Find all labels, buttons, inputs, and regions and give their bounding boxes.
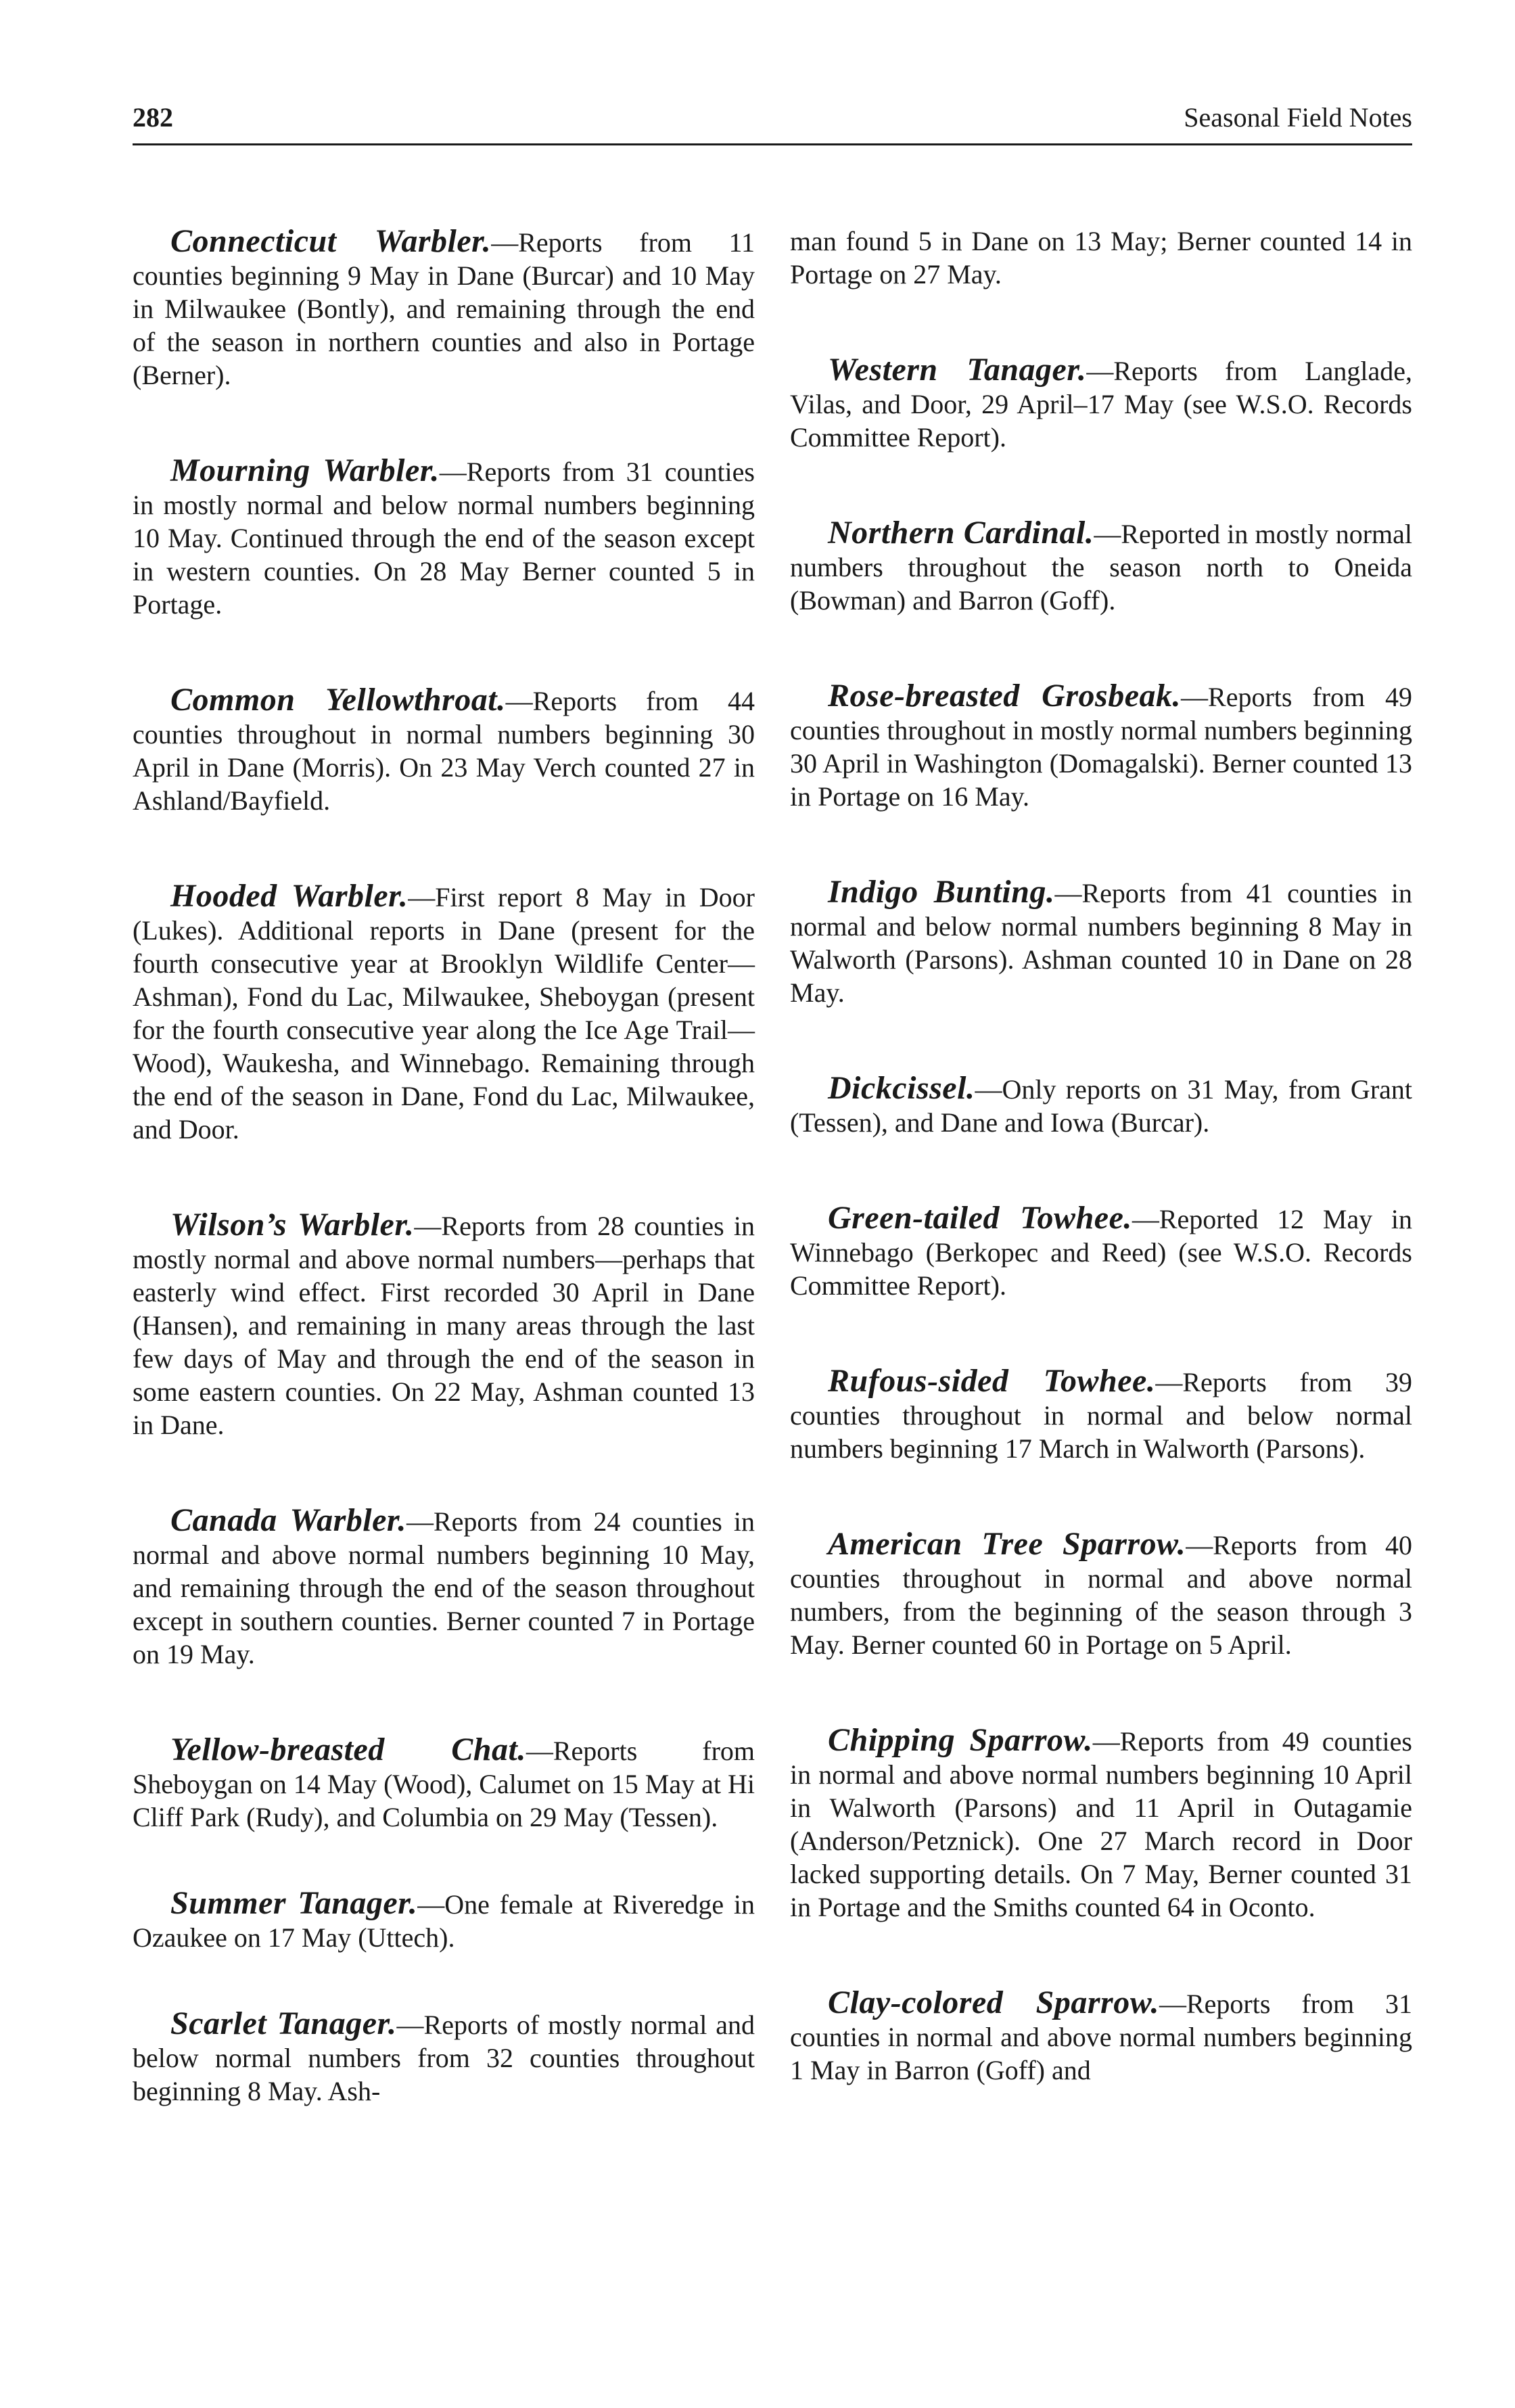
left-column bbox=[133, 225, 755, 2170]
right-column bbox=[790, 225, 1412, 2149]
species-entry bbox=[790, 1986, 1412, 2087]
page-header bbox=[133, 100, 1412, 145]
species-entry bbox=[790, 1201, 1412, 1302]
species-entry bbox=[790, 1527, 1412, 1661]
species-notes: —Reports from 44 counties throughout in normal numbers beginning 30 April in Dane (Morris). On 23 May Verch counted 27 in Ashland/Bayfield. bbox=[133, 686, 755, 816]
species-notes: —Reported in mostly normal numbers throughout the season north to Oneida (Bowman) and Barron (Goff). bbox=[790, 519, 1412, 616]
species-notes: —Reports from 31 counties in mostly normal and below normal numbers beginning 10 May. Continued through the end of the season except in western counties. On 28 May Berner counted 5 in Portage. bbox=[133, 457, 755, 620]
species-entry bbox=[133, 2007, 755, 2108]
species-notes: —Reports from 28 counties in mostly normal and above normal numbers—perhaps that easterly wind effect. First recorded 30 April in Dane (Hansen), and remaining in many areas through the last few days of May and through the end of the season in some eastern counties. On 22 May, Ashman counted 13 in Dane. bbox=[133, 1211, 755, 1440]
species-notes: —Only reports on 31 May, from Grant (Tessen), and Dane and Iowa (Burcar). bbox=[790, 1074, 1412, 1138]
species-entry bbox=[790, 875, 1412, 1009]
species-name: Dickcissel. bbox=[828, 1070, 975, 1106]
species-notes: —Reports from 49 counties throughout in mostly normal numbers beginning 30 April in Washington (Domagalski). Berner counted 13 in Portage on 16 May. bbox=[790, 682, 1412, 812]
species-notes: —Reports from 24 counties in normal and above normal numbers beginning 10 May, and remaining through the end of the season throughout except in southern counties. Berner counted 7 in Portage on 19 May. bbox=[133, 1506, 755, 1669]
species-name: Mourning Warbler. bbox=[170, 453, 440, 488]
species-name: Summer Tanager. bbox=[170, 1885, 418, 1921]
species-notes: —Reported 12 May in Winnebago (Berkopec and Reed) (see W.S.O. Records Committee Report). bbox=[790, 1204, 1412, 1301]
species-entry bbox=[133, 683, 755, 817]
species-entry bbox=[790, 1364, 1412, 1465]
species-name: Yellow-breasted Chat. bbox=[170, 1732, 526, 1767]
species-entry bbox=[790, 1723, 1412, 1924]
species-entry bbox=[790, 1071, 1412, 1139]
species-name: Scarlet Tanager. bbox=[170, 2006, 397, 2041]
species-notes: —Reports from 11 counties beginning 9 May in Dane (Burcar) and 10 May in Milwaukee (Bontly), and remaining through the end of the season in northern counties and also in Portage (Berner). bbox=[133, 227, 755, 390]
species-notes: —Reports from Langlade, Vilas, and Door, 29 April–17 May (see W.S.O. Records Committee Report). bbox=[790, 356, 1412, 453]
species-notes: —Reports from 41 counties in normal and below normal numbers beginning 8 May in Walworth (Parsons). Ashman counted 10 in Dane on 28 May. bbox=[790, 878, 1412, 1008]
species-entry bbox=[133, 1733, 755, 1834]
species-name: Clay-colored Sparrow. bbox=[828, 1985, 1159, 2020]
species-name: Green-tailed Towhee. bbox=[828, 1200, 1132, 1236]
species-notes: —Reports from 31 counties in normal and above normal numbers beginning 1 May in Barron (Goff) and bbox=[790, 1989, 1413, 2085]
species-name: American Tree Sparrow. bbox=[828, 1526, 1186, 1562]
species-notes: —Reports from 49 counties in normal and above normal numbers beginning 10 April in Walworth (Parsons) and 11 April in Outagamie (Anderson/Petznick). One 27 March record in Door lacked supporting details. On 7 May, Berner counted 31 in Portage and the Smiths counted 64 in Oconto. bbox=[790, 1726, 1412, 1922]
page-number: 282 bbox=[133, 102, 173, 133]
species-name: Wilson’s Warbler. bbox=[170, 1207, 415, 1243]
running-title: Seasonal Field Notes bbox=[1184, 102, 1412, 133]
species-entry bbox=[133, 879, 755, 1146]
species-name: Western Tanager. bbox=[828, 352, 1087, 388]
species-entry bbox=[790, 353, 1412, 454]
species-notes: —Reports from Sheboygan on 14 May (Wood), Calumet on 15 May at Hi Cliff Park (Rudy), and Columbia on 29 May (Tessen). bbox=[133, 1736, 755, 1832]
species-name: Common Yellowthroat. bbox=[170, 682, 506, 718]
species-name: Northern Cardinal. bbox=[828, 515, 1094, 551]
species-name: Rose-breasted Grosbeak. bbox=[828, 678, 1182, 714]
species-name: Canada Warbler. bbox=[170, 1502, 406, 1538]
species-notes: —Reports from 40 counties throughout in normal and above normal numbers, from the beginning of the season through 3 May. Berner counted 60 in Portage on 5 April. bbox=[790, 1530, 1412, 1660]
species-notes: —One female at Riveredge in Ozaukee on 17 May (Uttech). bbox=[133, 1889, 755, 1953]
species-entry bbox=[133, 1886, 755, 1954]
species-entry bbox=[133, 1504, 755, 1671]
species-name: Indigo Bunting. bbox=[828, 874, 1055, 910]
species-entry bbox=[133, 454, 755, 621]
species-name: Hooded Warbler. bbox=[170, 878, 409, 914]
species-entry bbox=[133, 1208, 755, 1441]
species-notes: —Reports of mostly normal and below normal numbers from 32 counties throughout beginning 8 May. Ash- bbox=[133, 2010, 755, 2106]
species-entry bbox=[790, 516, 1412, 617]
species-entry bbox=[133, 225, 755, 392]
species-name: Rufous-sided Towhee. bbox=[828, 1363, 1156, 1399]
species-entry bbox=[790, 679, 1412, 813]
species-notes: —Reports from 39 counties throughout in normal and below normal numbers beginning 17 March in Walworth (Parsons). bbox=[790, 1367, 1412, 1464]
species-notes: —First report 8 May in Door (Lukes). Additional reports in Dane (present for the fourth consecutive year at Brooklyn Wildlife Center—Ashman), Fond du Lac, Milwaukee, Sheboygan (present for the fourth consecutive year along the Ice Age Trail—Wood), Waukesha, and Winnebago. Remaining through the end of the season in Dane, Fond du Lac, Milwaukee, and Door. bbox=[133, 882, 755, 1144]
species-name: Chipping Sparrow. bbox=[828, 1722, 1093, 1758]
continued-text: man found 5 in Dane on 13 May; Berner counted 14 in Portage on 27 May. bbox=[790, 226, 1412, 290]
species-name: Connecticut Warbler. bbox=[170, 223, 492, 259]
